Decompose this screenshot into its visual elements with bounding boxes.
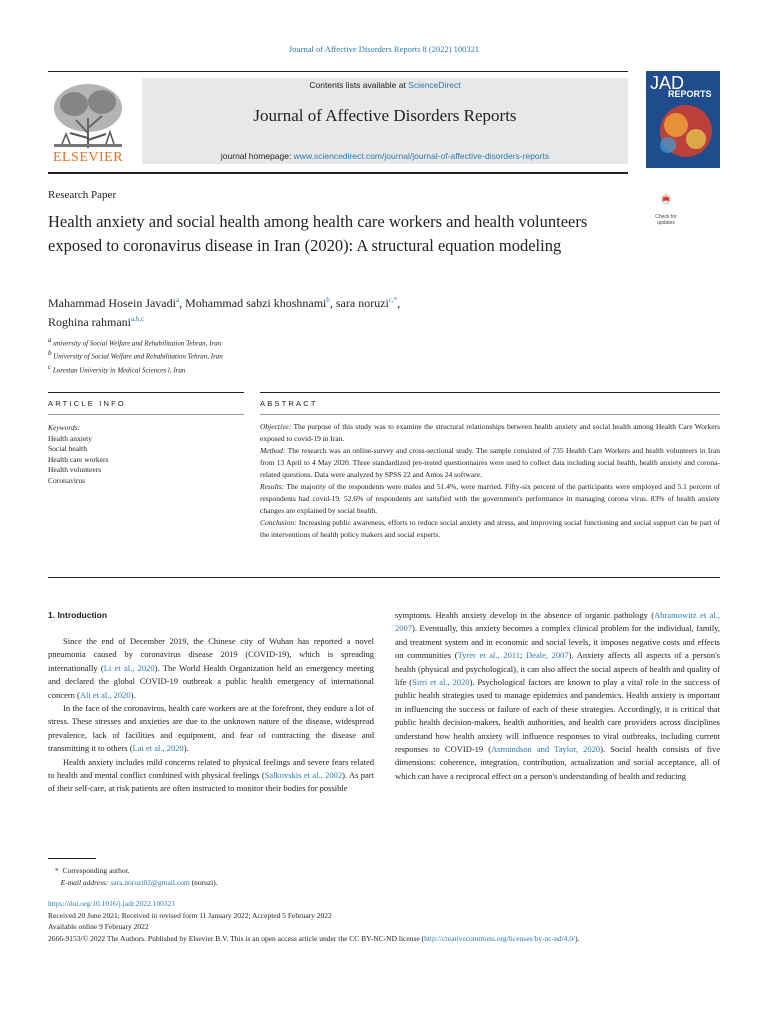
publisher-logo-text: ELSEVIER bbox=[52, 150, 124, 165]
journal-homepage-link[interactable]: www.sciencedirect.com/journal/journal-of-affective-disorders-reports bbox=[293, 151, 550, 161]
body-text: In the face of the coronavirus, health care workers are at the forefront, they endure a lot of stress. These stresses and anxieties are due to the unknown nature of the disease, widespread prevalence, lack of facilities and equipment, and fear of contracting the disease and transmitting it to others ( bbox=[48, 703, 374, 754]
body-paragraph bbox=[395, 609, 720, 783]
email-note bbox=[55, 877, 218, 889]
abstract-objective bbox=[260, 421, 720, 445]
abstract-text: Increasing public awareness, efforts to reduce social anxiety and stress, and improving social functioning and social support can be part of the interventions of health policy makers and social experts. bbox=[260, 518, 720, 539]
body-text: ). Eventually, this anxiety becomes a complex clinical problem for the individual, family, and treatment system and in economic and social levels, it imposes negative costs and effects on communities ( bbox=[395, 623, 720, 661]
body-text: Health anxiety includes mild concerns related to physical feelings and severe fears related to health and mental conflict combined with physical feelings ( bbox=[48, 756, 374, 781]
abstract-rule bbox=[260, 392, 720, 393]
contents-prefix: Contents lists available at bbox=[309, 80, 409, 90]
affiliations bbox=[48, 335, 223, 375]
abstract-results bbox=[260, 481, 720, 517]
abstract-heading: ABSTRACT bbox=[260, 399, 318, 408]
masthead-rule-top bbox=[48, 71, 628, 72]
affiliation-text: university of Social Welfare and Rehabilitation Tehran, Iran bbox=[53, 339, 222, 348]
body-text: ; bbox=[520, 650, 527, 661]
citation-link[interactable]: Ali et al., 2020 bbox=[79, 689, 131, 700]
author-name[interactable]: sara noruzi bbox=[335, 296, 389, 310]
body-column-left bbox=[48, 635, 374, 796]
article-type: Research Paper bbox=[48, 189, 117, 201]
citation-link[interactable]: Abramowitz et al., 2007 bbox=[395, 610, 720, 634]
article-title: Health anxiety and social health among health care workers and health volunteers exposed to coronavirus disease in Iran (2020): A structural equation modeling bbox=[48, 212, 588, 255]
abstract-label: Conclusion: bbox=[260, 518, 297, 527]
doi-link[interactable]: https://doi.org/10.1016/j.jadr.2022.100321 bbox=[48, 899, 176, 908]
body-text: ). Anxiety affects all aspects of a person's health (physical and psychological), it can also affect the social aspects of health and quality of life ( bbox=[395, 650, 720, 688]
citation-link[interactable]: Salkovskis et al., 2002 bbox=[264, 770, 343, 781]
author-name[interactable]: Mohammad sabzi khoshnami bbox=[185, 296, 327, 310]
affiliation-mark: a bbox=[48, 336, 52, 344]
abstract-body bbox=[260, 421, 720, 541]
body-column-right bbox=[395, 609, 720, 783]
corresponding-author-note: * Corresponding author. bbox=[55, 866, 130, 875]
body-text: Since the end of December 2019, the Chinese city of Wuhan has reported a novel pneumonia caused by coronavirus disease 2019 (COVID-19), which is spreading internationally ( bbox=[48, 636, 374, 673]
article-frontmatter bbox=[48, 898, 720, 944]
abstract-text: The purpose of this study was to examine the structural relationships between health anxiety and social health among Health Care Workers exposed to covid-19 in Iran. bbox=[260, 422, 720, 443]
keyword-item: Health anxiety bbox=[48, 433, 92, 443]
running-head[interactable]: Journal of Affective Disorders Reports 8 (2022) 100321 bbox=[288, 44, 480, 54]
body-text: ). The World Health Organization held an emergency meeting and declared the global COVID-19 outbreak a public health emergency of international concern ( bbox=[48, 662, 374, 700]
keyword-item: Health volunteers bbox=[48, 465, 102, 474]
article-info-subrule bbox=[48, 414, 244, 415]
body-text: ). As part of their self-care, at risk patients are often instructed to monitor their bodies for possible bbox=[48, 770, 374, 794]
email-suffix: (noruzi). bbox=[189, 878, 218, 887]
keyword-item: Health care workers bbox=[48, 454, 109, 464]
keywords-label: Keywords: bbox=[48, 423, 81, 432]
abstract-bottom-rule bbox=[48, 577, 720, 578]
affiliation-text: University of Social Welfare and Rehabilitation Tehran, Iran bbox=[53, 352, 223, 361]
author-affiliation-mark[interactable]: c,* bbox=[388, 296, 398, 304]
abstract-label: Method: bbox=[260, 446, 286, 455]
affiliation-item bbox=[48, 362, 223, 375]
abstract-conclusion bbox=[260, 517, 720, 541]
body-text: ). Social health consists of five dimensions: coherence, integration, contribution, actualization and social acceptance, all of which can have a reciprocal effect on a person's understanding of health and reducing bbox=[395, 744, 720, 781]
homepage-prefix: journal homepage: bbox=[220, 151, 294, 161]
body-paragraph bbox=[48, 702, 374, 756]
license-suffix: ). bbox=[575, 933, 580, 943]
body-text: symptoms. Health anxiety develop in the absence of organic pathology ( bbox=[395, 610, 655, 620]
article-history: Received 20 June 2021; Received in revised form 11 January 2022; Accepted 5 February 2022 bbox=[48, 910, 332, 920]
body-text: ). bbox=[183, 743, 189, 754]
affiliation-mark: b bbox=[48, 349, 52, 358]
keywords-block bbox=[48, 423, 108, 486]
cover-text-reports: REPORTS bbox=[668, 89, 712, 99]
citation-link[interactable]: Lai et al., 2020 bbox=[132, 743, 184, 754]
citation-link[interactable]: Deale, 2007 bbox=[526, 650, 569, 661]
masthead-rule-bottom bbox=[48, 172, 628, 174]
author-name[interactable]: Roghina rahmani bbox=[48, 315, 131, 329]
affiliation-item bbox=[48, 348, 223, 361]
corresponding-author-text: Corresponding author. bbox=[62, 866, 130, 875]
sciencedirect-link[interactable]: ScienceDirect bbox=[408, 80, 461, 90]
affiliation-mark: c bbox=[48, 362, 52, 371]
citation-link[interactable]: Sirri et al., 2020 bbox=[412, 677, 470, 688]
citation-link[interactable]: Asmundson and Taylor, 2020 bbox=[491, 744, 601, 755]
body-paragraph bbox=[48, 756, 374, 796]
body-paragraph bbox=[48, 635, 374, 702]
homepage-line bbox=[142, 151, 628, 161]
body-text: ). bbox=[130, 689, 136, 700]
footnote-rule bbox=[48, 858, 96, 859]
abstract-text: The research was an online-survey and cross-sectional study. The sample consisted of 735 Health Care Workers and health volunteers in Iran from 13 April to 4 May 2020. Three standardized pre-tested questionnaires were used to collect data including social health, health anxiety and corona-related questions. Data were analyzed by SPSS 22 and Amos 24 software. bbox=[260, 446, 720, 479]
author-affiliation-mark[interactable]: b bbox=[326, 296, 330, 304]
license-statement bbox=[48, 933, 720, 945]
citation-link[interactable]: Li et al., 2020 bbox=[103, 662, 155, 673]
author-affiliation-mark[interactable]: a,b,c bbox=[130, 315, 145, 323]
contents-line bbox=[142, 80, 628, 90]
check-for-updates-icon[interactable] bbox=[646, 194, 686, 214]
footnotes bbox=[55, 865, 218, 889]
body-text: ). Psychological factors are known to play a vital role in the success of public health strategies used to manage epidemics and pandemics. Health anxiety is important in influencing the success or failure of each of these strategies. Accordingly, it is critical that public health decision-makers, health authorities, and health care providers across disciplines understand how health anxiety will influence responses to viral outbreaks, including current responses to COVID-19 ( bbox=[395, 677, 720, 755]
author-name[interactable]: Mahammad Hosein Javadi bbox=[48, 296, 176, 310]
keyword-item: Coronavirus bbox=[48, 475, 86, 485]
journal-title: Journal of Affective Disorders Reports bbox=[253, 106, 517, 125]
license-link[interactable]: http://creativecommons.org/licenses/by-nc-nd/4.0/ bbox=[424, 933, 576, 943]
abstract-label: Results: bbox=[260, 482, 285, 491]
author-list: Mahammad Hosein Javadi$^a$, Mohammad sabzi khoshnami$^b$, sara noruzi$^{c,*}$, Roghina rahmani$^{a,b,c}$ bbox=[48, 296, 401, 329]
section-heading-introduction: 1. Introduction bbox=[48, 610, 108, 620]
available-online: Available online 9 February 2022 bbox=[48, 922, 149, 931]
abstract-method bbox=[260, 445, 720, 481]
author-affiliation-mark[interactable]: a bbox=[175, 296, 180, 304]
abstract-label: Objective: bbox=[260, 422, 292, 431]
article-info-rule bbox=[48, 392, 244, 393]
cover-text-jad: JAD bbox=[650, 73, 685, 93]
abstract-subrule bbox=[260, 414, 720, 415]
article-info-heading: ARTICLE INFO bbox=[48, 399, 126, 408]
citation-link[interactable]: Tyrer et al., 2011 bbox=[457, 650, 521, 661]
journal-cover-image[interactable] bbox=[646, 71, 720, 168]
affiliation-item bbox=[48, 335, 223, 348]
license-prefix: 2666-9153/© 2022 The Authors. Published by Elsevier B.V. This is an open access article under the CC BY-NC-ND license ( bbox=[48, 933, 425, 943]
keyword-item: Social health bbox=[48, 444, 87, 453]
check-for-updates-label[interactable]: Check for updates bbox=[655, 214, 677, 226]
affiliation-text: Lorestan University in Medical Sciences l, Iran bbox=[52, 365, 186, 374]
email-link[interactable]: sara.noruzi02@gmail.com bbox=[110, 878, 190, 887]
email-label: E-mail address: bbox=[60, 878, 109, 887]
abstract-text: The majority of the respondents were males and 51.4%, were married. Fifty-six percent of the participants were employed and 5.1 percent of respondents had covid-19. 52.6% of respondents are satisfied with the government's performance in managing corona virus. 83% of health anxiety changes are explained by social health. bbox=[260, 482, 720, 515]
